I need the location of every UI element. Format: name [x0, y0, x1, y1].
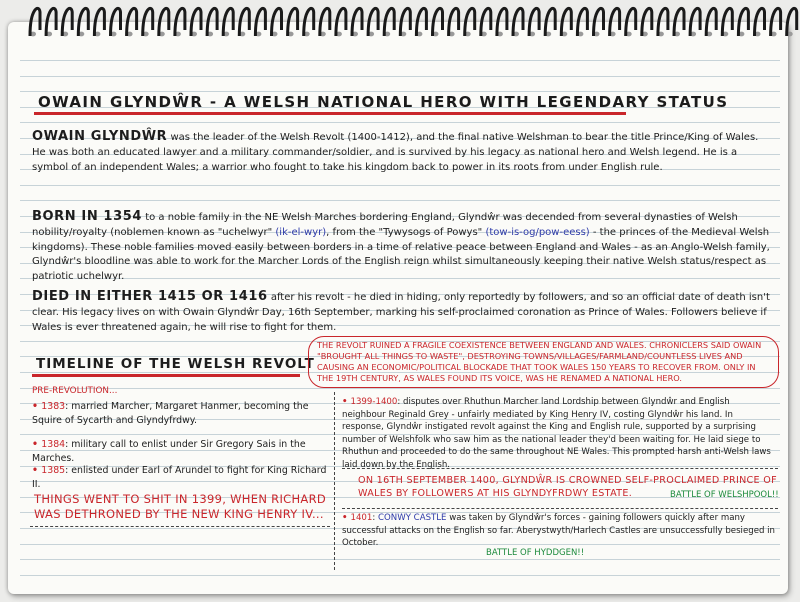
conwy-castle: CONWY CASTLE: [378, 513, 447, 523]
spiral-ring: [62, 8, 72, 36]
spiral-ring: [352, 8, 362, 36]
battle-hyddgen: BATTLE OF HYDDGEN!!: [486, 548, 585, 558]
born-text-b: , from the "Tywysogs of Powys": [326, 226, 486, 238]
spiral-ring: [143, 8, 153, 36]
spiral-ring: [255, 8, 265, 36]
spiral-ring: [787, 8, 797, 36]
spiral-ring: [545, 8, 555, 36]
spiral-ring: [304, 8, 314, 36]
ruled-line: [20, 91, 780, 92]
spiral-ring: [400, 8, 410, 36]
spiral-ring: [239, 8, 249, 36]
born-text-c: - the princes of the Medieval Welsh kingdoms). These noble families moved easily between borders in a time of relative peace between England and Wales - as an Anglo-Welsh family, Glyndŵr's bloodline was able to work for the Marcher Lords of the English reign whilst simultaneously keeping their native Welsh status/respect as patriotic uchelwyr.: [32, 226, 770, 283]
spiral-ring: [433, 8, 443, 36]
ruled-line: [20, 388, 780, 389]
spiral-ring: [111, 8, 121, 36]
spiral-ring: [561, 8, 571, 36]
battle-welshpool: BATTLE OF WELSHPOOL!!: [670, 490, 779, 500]
dethroned-note: THINGS WENT TO SHIT IN 1399, WHEN RICHARD WAS DETHRONED BY THE NEW KING HENRY IV...: [34, 492, 327, 521]
spiral-ring: [94, 8, 104, 36]
spiral-ring: [159, 8, 169, 36]
born-text-a: to a noble family in the NE Welsh Marches bordering England, Glyndŵr was decended from several dynasties of Welsh nobility/royalty (noblemen known as "uchelwyr": [32, 212, 738, 238]
spiral-ring: [529, 8, 539, 36]
revolt-summary-box: THE REVOLT RUINED A FRAGILE COEXISTENCE BETWEEN ENGLAND AND WALES. CHRONICLERS SAID OWAIN "BROUGHT ALL THINGS TO WASTE", DESTROYING TOWNS/VILLAGES/FARMLAND/COUNTLESS LIVES AND CAUSING AN ECONOMIC/POLITICAL BLOCKADE THAT TOOK WALES 150 YEARS TO RECOVER FROM. ONLY IN THE 19TH CENTURY, AS WALES FOUND ITS VOICE, WAS HE RENAMED A NATIONAL HERO.: [308, 336, 779, 388]
born-lead: BORN IN 1354: [32, 209, 143, 224]
spiral-ring: [594, 8, 604, 36]
right-separator-1: [342, 468, 778, 470]
timeline-item-1399-1400: • 1399-1400: disputes over Rhuthun Marcher land Lordship between Glyndŵr and English neighbour Reginald Grey - unfairly mediated by King Henry IV, costing Glyndŵr his land. In response, Glyndŵr instigated revolt against the King and English rule, supported by a surprising number of Welshfolk who saw him as the national leader they'd been waiting for. He laid siege to Rhuthun and proceeded to do the same throughout NE Wales. This prompted harsh anti-Welsh laws laid down by the English.: [342, 397, 771, 470]
died-paragraph: [32, 290, 772, 335]
pre-revolution-label: PRE-REVOLUTION...: [32, 386, 118, 396]
spiral-ring: [320, 8, 330, 36]
ruled-line: [20, 60, 780, 61]
timeline-item-1401: • 1401: CONWY CASTLE was taken by Glyndŵr's forces - gaining followers quickly after many successful attacks on the English so far. Aberystwyth/Harlech Castles are unsuccessfully besieged in October.: [342, 513, 775, 549]
died-lead: DIED IN EITHER 1415 OR 1416: [32, 289, 268, 304]
spiral-ring: [497, 8, 507, 36]
spiral-ring: [771, 8, 781, 36]
timeline-year: 1401: [350, 513, 373, 523]
intro-paragraph: [32, 130, 772, 175]
timeline-item-1385: • 1385: enlisted under Earl of Arundel to fight for King Richard II.: [32, 465, 327, 490]
spiral-ring: [481, 8, 491, 36]
spiral-ring: [738, 8, 748, 36]
spiral-ring: [175, 8, 185, 36]
spiral-ring: [642, 8, 652, 36]
spiral-ring: [626, 8, 636, 36]
spiral-ring: [690, 8, 700, 36]
coronation-note: ON 16TH SEPTEMBER 1400, GLYNDŴR IS CROWNED SELF-PROCLAIMED PRINCE OF WALES BY FOLLOWERS AT HIS GLYNDYFRDWY ESTATE.: [358, 475, 777, 499]
timeline-underline: [32, 374, 300, 377]
spiral-ring: [610, 8, 620, 36]
born-paragraph: [32, 210, 772, 285]
spiral-ring: [368, 8, 378, 36]
spiral-ring: [384, 8, 394, 36]
timeline-text: disputes over Rhuthun Marcher land Lordship between Glyndŵr and English neighbour Reginald Grey - unfairly mediated by King Henry IV, costing Glyndŵr his land. In response, Glyndŵr instigated revolt against the King and English rule, supported by a surprising number of Welshfolk who saw him as the national leader they'd been waiting for. He laid siege to Rhuthun and proceeded to do the same throughout NE Wales. This prompted harsh anti-Welsh laws laid down by the English.: [342, 397, 771, 470]
spiral-ring: [288, 8, 298, 36]
spiral-ring: [336, 8, 346, 36]
ruled-line: [20, 575, 780, 576]
intro-text: was the leader of the Welsh Revolt (1400-1412), and the final native Welshman to bear the title Prince/King of Wales. He was both an educated lawyer and a military commander/soldier, and is survived by his legacy as national hero and Welsh legend. He is a symbol of an independent Wales; a warrior who fought to take his kingdom back to power in its roots from under English rule.: [32, 132, 759, 173]
born-pronunciation-a: (ik-el-wyr): [275, 226, 327, 238]
ruled-line: [20, 122, 780, 123]
timeline-text: was taken by Glyndŵr's forces - gaining followers quickly after many successful attacks on the English so far. Aberystwyth/Harlech Castles are unsuccessfully besieged in October.: [342, 513, 775, 549]
spiral-ring: [416, 8, 426, 36]
spiral-ring: [513, 8, 523, 36]
spiral-ring: [223, 8, 233, 36]
ruled-line: [20, 76, 780, 77]
title-underline: [34, 112, 626, 115]
spiral-binding: [0, 0, 800, 44]
ruled-line: [20, 200, 780, 201]
spiral-ring: [465, 8, 475, 36]
spiral-ring: [30, 8, 40, 36]
spiral-ring: [272, 8, 282, 36]
timeline-item-1383: • 1383: married Marcher, Margaret Hanmer, becoming the Squire of Sycarth and Glyndyfrdwy.: [32, 401, 309, 426]
spiral-ring: [78, 8, 88, 36]
timeline-year: 1385: [41, 465, 66, 476]
page-title: OWAIN GLYNDŴR - A WELSH NATIONAL HERO WITH LEGENDARY STATUS: [38, 93, 729, 111]
timeline-text: married Marcher, Margaret Hanmer, becoming the Squire of Sycarth and Glyndyfrdwy.: [32, 401, 309, 426]
timeline-year: 1383: [41, 401, 66, 412]
timeline-title: TIMELINE OF THE WELSH REVOLT: [36, 356, 315, 372]
spiral-ring: [207, 8, 217, 36]
spiral-ring: [449, 8, 459, 36]
born-pronunciation-b: (tow-is-og/pow-eess): [485, 226, 590, 238]
timeline-text: enlisted under Earl of Arundel to fight for King Richard II.: [32, 465, 327, 490]
left-separator: [30, 526, 330, 528]
spiral-ring: [46, 8, 56, 36]
spiral-ring: [722, 8, 732, 36]
timeline-year: 1399-1400: [350, 397, 398, 407]
spiral-ring: [191, 8, 201, 36]
spiral-ring: [755, 8, 765, 36]
timeline-item-1384: • 1384: military call to enlist under Sir Gregory Sais in the Marches.: [32, 439, 306, 464]
intro-lead: OWAIN GLYNDŴR: [32, 129, 168, 144]
right-separator-2: [342, 508, 778, 510]
died-text: after his revolt - he died in hiding, only reportedly by followers, and so an official date of death isn't clear. His legacy lives on with Owain Glyndŵr Day, 16th September, marking his self-proclaimed coronation as Prince of Wales. Followers believe if Wales is ever threatened again, he will rise to fight for them.: [32, 292, 770, 333]
spiral-ring: [674, 8, 684, 36]
ruled-line: [20, 185, 780, 186]
ruled-line: [20, 559, 780, 560]
spiral-ring: [577, 8, 587, 36]
timeline-year: 1384: [41, 439, 66, 450]
timeline-divider: [334, 392, 336, 570]
spiral-ring: [658, 8, 668, 36]
timeline-text: military call to enlist under Sir Gregory Sais in the Marches.: [32, 439, 306, 464]
spiral-ring: [127, 8, 137, 36]
spiral-ring: [706, 8, 716, 36]
